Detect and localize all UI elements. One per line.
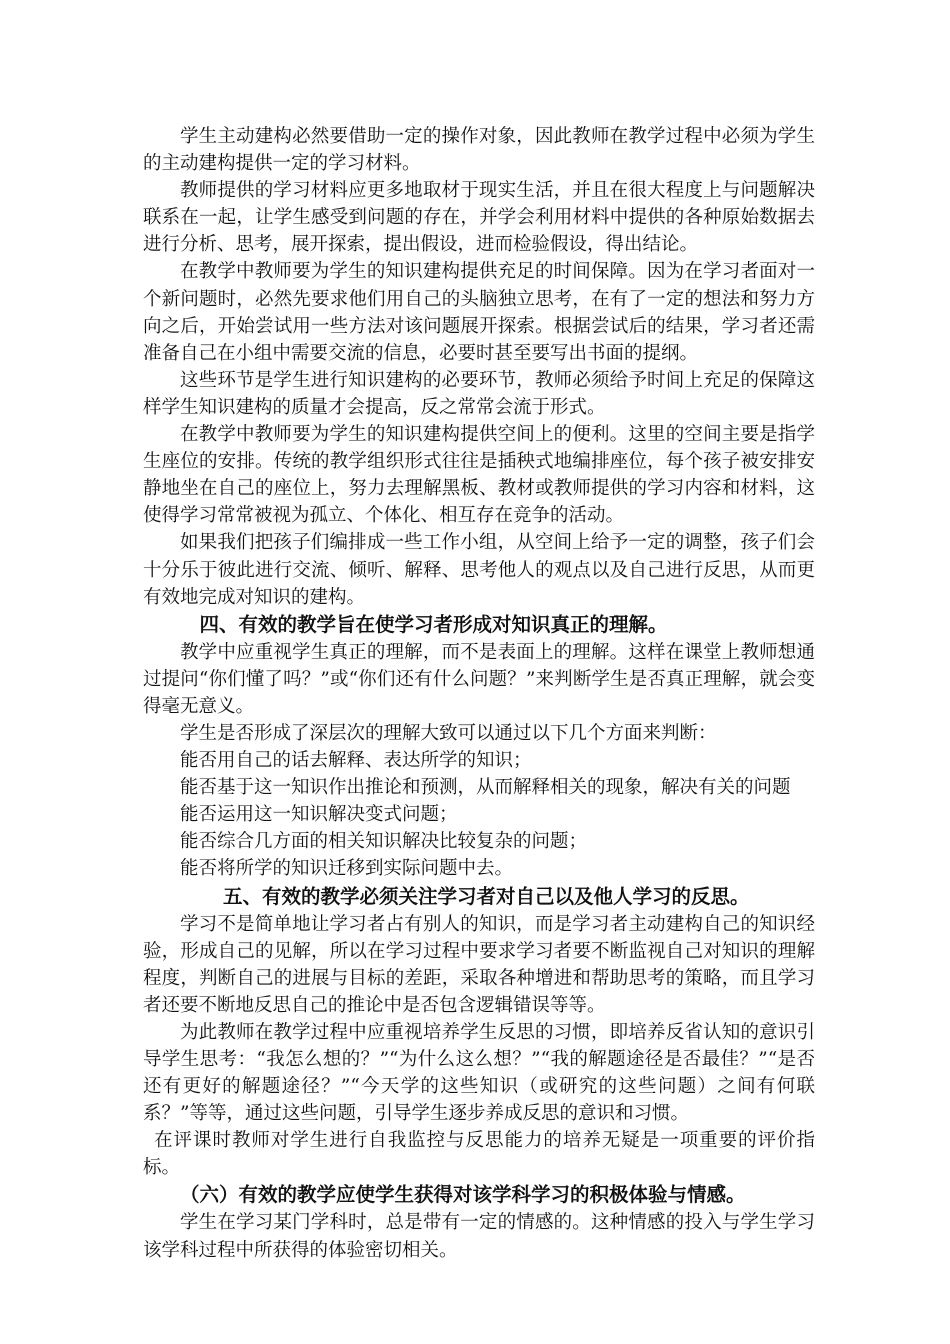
paragraph: 如果我们把孩子们编排成一些工作小组，从空间上给予一定的调整，孩子们会十分乐于彼此进行交流、倾听、解释、思考他人的观点以及自己进行反思，从而更有效地完成对知识的建构。 <box>143 532 815 608</box>
paragraph: 在评课时教师对学生进行自我监控与反思能力的培养无疑是一项重要的评价指标。 <box>143 1130 815 1179</box>
paragraph: 这些环节是学生进行知识建构的必要环节，教师必须给予时间上充足的保障这样学生知识建构的质量才会提高，反之常常会流于形式。 <box>143 369 815 418</box>
paragraph: 学习不是简单地让学习者占有别人的知识，而是学习者主动建构自己的知识经验，形成自己的见解，所以在学习过程中要求学习者要不断监视自己对知识的理解程度，判断自己的进展与目标的差距，采取各种增进和帮助思考的策略，而且学习者还要不断地反思自己的推论中是否包含逻辑错误等等。 <box>143 913 815 1016</box>
section-heading-4: 四、有效的教学旨在使学习者形成对知识真正的理解。 <box>199 612 668 636</box>
paragraph: 学生是否形成了深层次的理解大致可以通过以下几个方面来判断： <box>180 722 717 744</box>
list-item: 能否运用这一知识解决变式问题； <box>180 804 458 826</box>
document-body <box>143 123 815 1264</box>
paragraph: 教师提供的学习材料应更多地取材于现实生活，并且在很大程度上与问题解决联系在一起，让学生感受到问题的存在，并学会利用材料中提供的各种原始数据去进行分析、思考，展开探索，提出假设，进而检验假设，得出结论。 <box>143 180 815 256</box>
paragraph: 为此教师在教学过程中应重视培养学生反思的习惯，即培养反省认知的意识引导学生思考：“我怎么想的？”“为什么这么想？”“我的解题途径是否最佳？”“是否还有更好的解题途径？”“今天学的这些知识（或研究的这些问题）之间有何联系？”等等，通过这些问题，引导学生逐步养成反思的意识和习惯。 <box>143 1021 815 1125</box>
list-item: 能否将所学的知识迁移到实际问题中去。 <box>180 858 514 880</box>
paragraph: 学生主动建构必然要借助一定的操作对象，因此教师在教学过程中必须为学生的主动建构提供一定的学习材料。 <box>143 126 815 175</box>
section-heading-6: （六）有效的教学应使学生获得对该学科学习的积极体验与情感。 <box>180 1183 746 1207</box>
list-item: 能否基于这一知识作出推论和预测，从而解释相关的现象，解决有关的问题 <box>180 777 791 799</box>
list-item: 能否综合几方面的相关知识解决比较复杂的问题； <box>180 831 588 853</box>
section-heading-5: 五、有效的教学必须关注学习者对自己以及他人学习的反思。 <box>222 884 750 908</box>
paragraph: 教学中应重视学生真正的理解，而不是表面上的理解。这样在课堂上教师想通过提问“你们懂了吗？”或“你们还有什么问题？”来判断学生是否真正理解，就会变得毫无意义。 <box>143 641 815 717</box>
paragraph: 在教学中教师要为学生的知识建构提供充足的时间保障。因为在学习者面对一个新问题时，必然先要求他们用自己的头脑独立思考，在有了一定的想法和努力方向之后，开始尝试用一些方法对该问题展开探索。根据尝试后的结果，学习者还需准备自己在小组中需要交流的信息，必要时甚至要写出书面的提纲。 <box>143 261 815 364</box>
paragraph: 在教学中教师要为学生的知识建构提供空间上的便利。这里的空间主要是指学生座位的安排。传统的教学组织形式往往是插秧式地编排座位，每个孩子被安排安静地坐在自己的座位上，努力去理解黑板、教材或教师提供的学习内容和材料，这使得学习常常被视为孤立、个体化、相互存在竞争的活动。 <box>143 424 815 527</box>
paragraph: 学生在学习某门学科时，总是带有一定的情感的。这种情感的投入与学生学习该学科过程中所获得的体验密切相关。 <box>143 1212 815 1261</box>
list-item: 能否用自己的话去解释、表达所学的知识； <box>180 750 532 772</box>
